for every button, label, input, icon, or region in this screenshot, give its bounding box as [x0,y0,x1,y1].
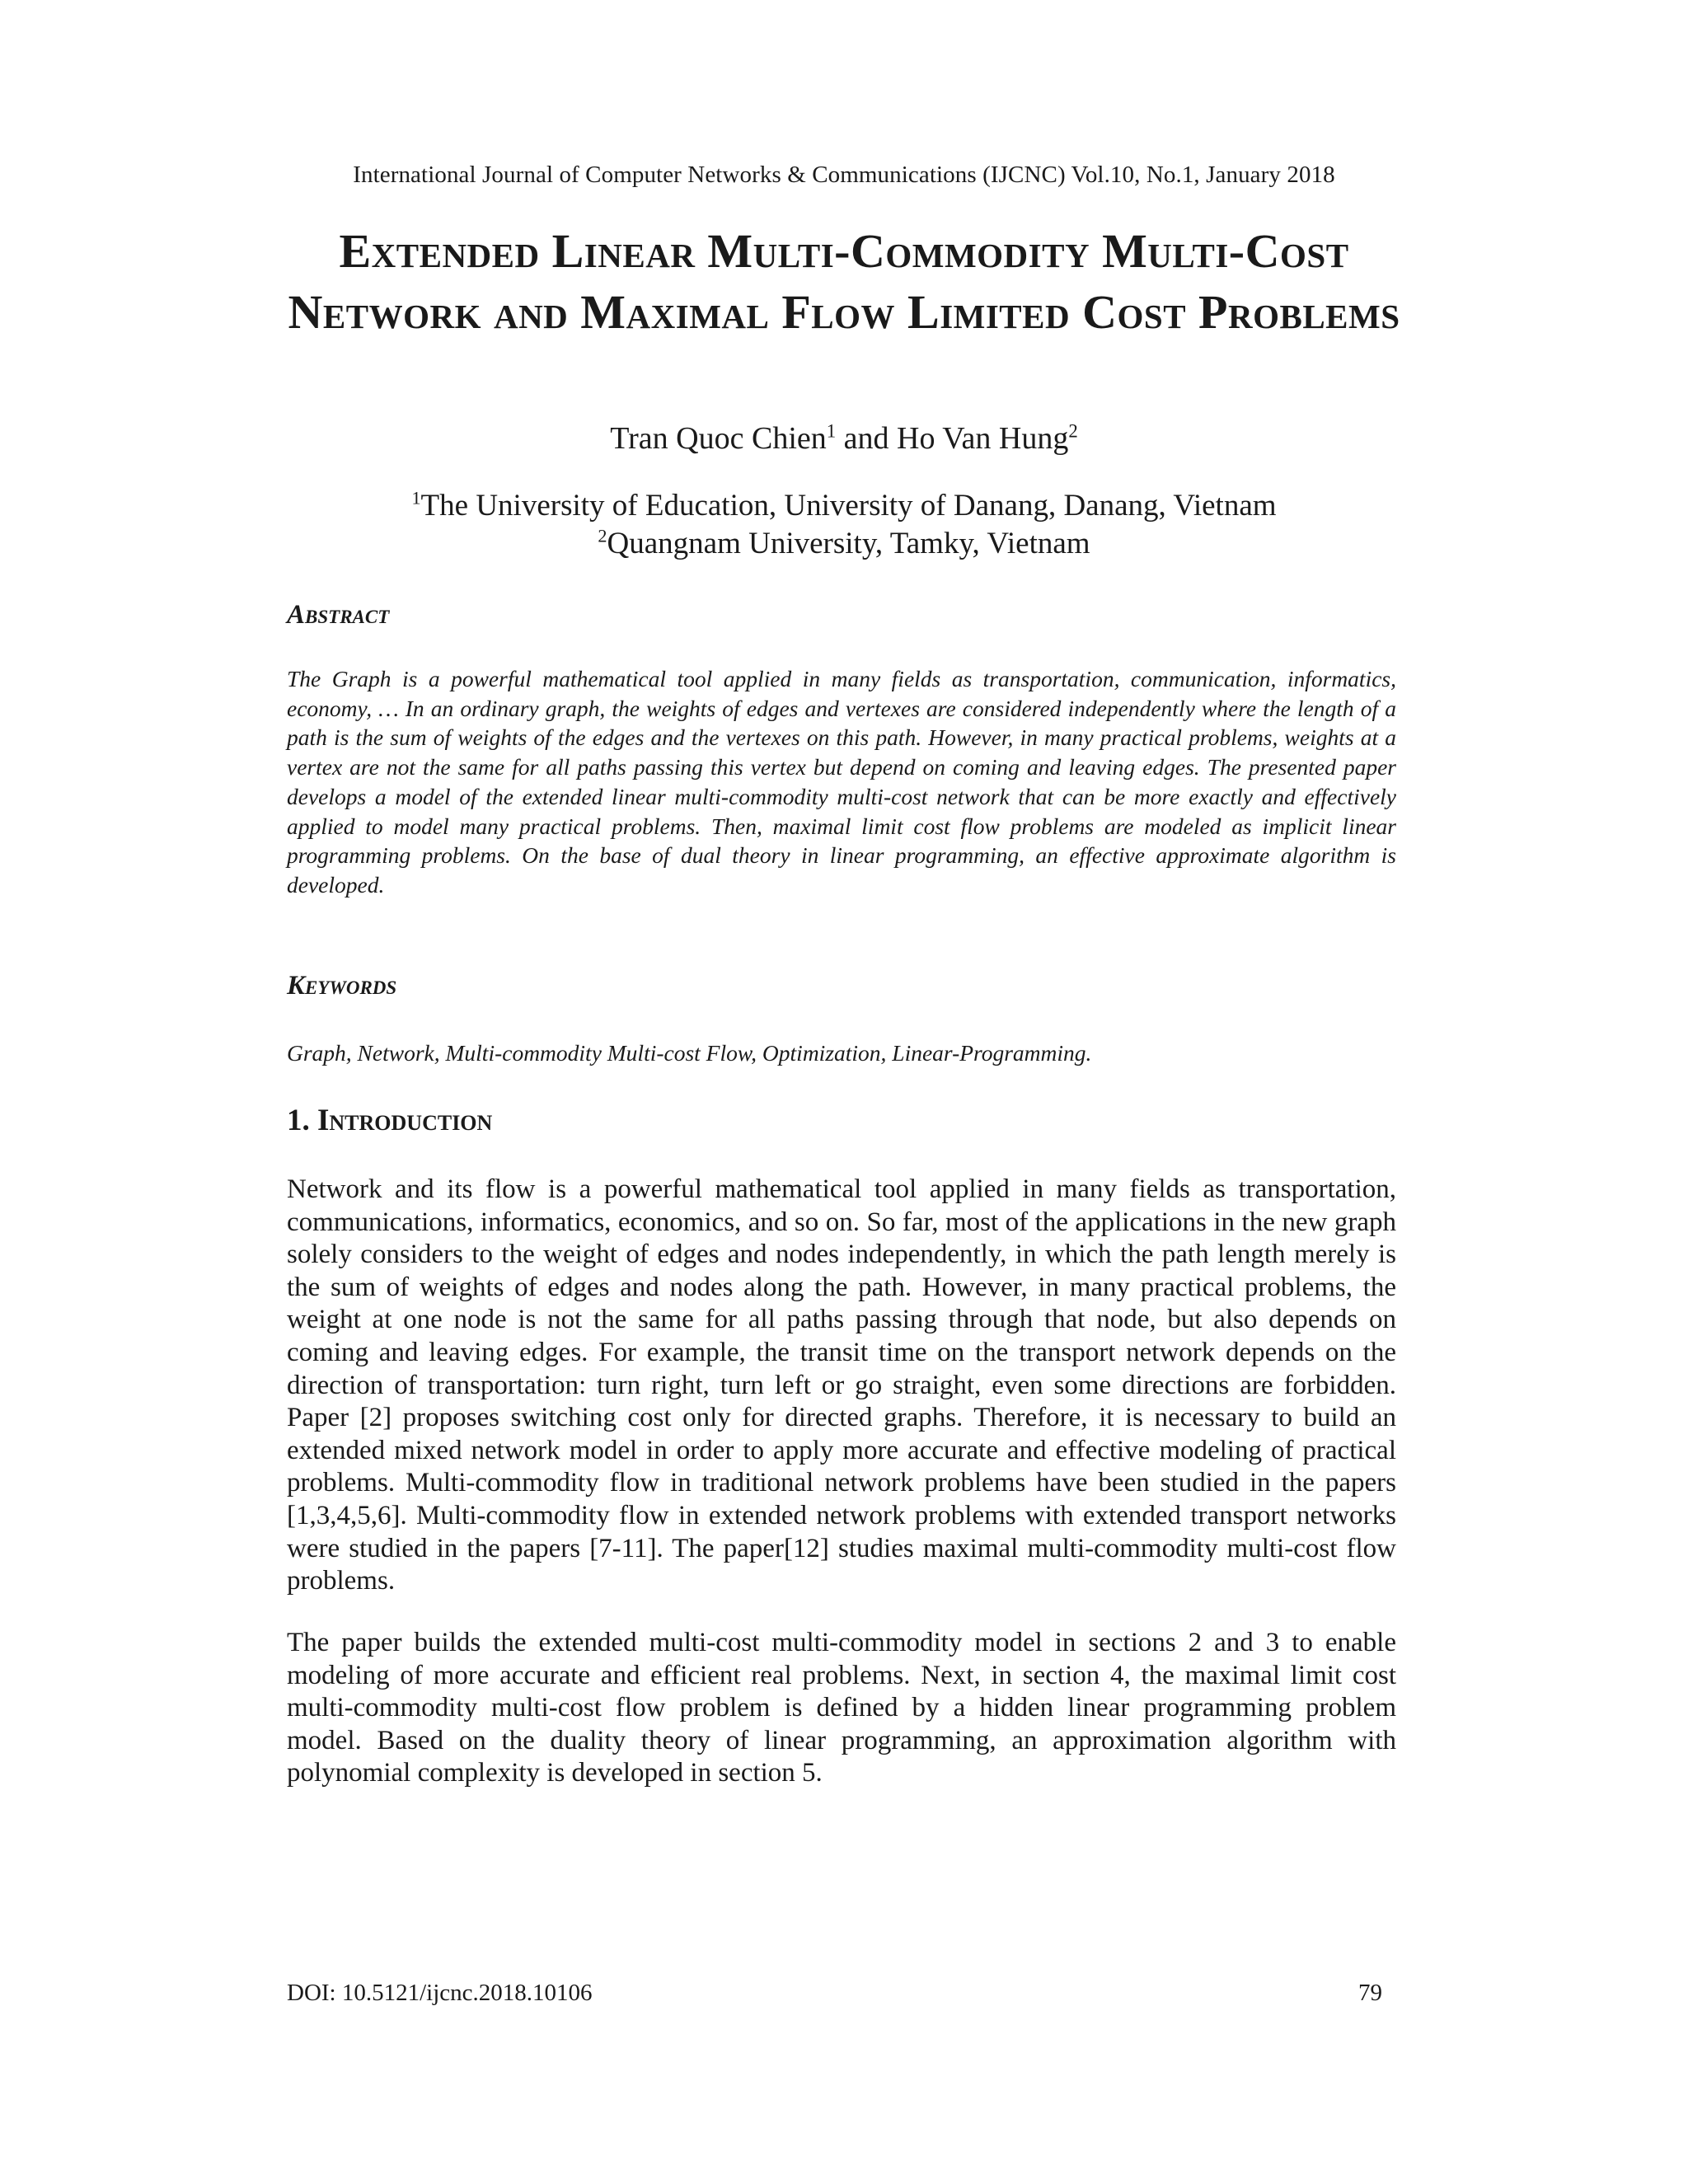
keywords-text: Graph, Network, Multi-commodity Multi-cost Flow, Optimization, Linear-Programming. [287,1040,1092,1066]
author-name: Tran Quoc Chien [610,421,827,456]
introduction-heading: 1. Introduction [287,1104,493,1137]
affiliation [0,526,1688,561]
affiliation-text: Quangnam University, Tamky, Vietnam [607,527,1090,560]
footer-doi: DOI: 10.5121/ijcnc.2018.10106 [287,1980,593,2006]
author-name: Ho Van Hung [897,421,1069,456]
affiliation-marker: 2 [598,525,607,546]
author-line [0,420,1688,457]
introduction-paragraph: Network and its flow is a powerful mathematical tool applied in many fields as transportation, communications, informatics, economics, and so on. So far, most of the applications in the new graph solely considers to the weight of edges and nodes independently, in which the path length merely is the sum of weights of edges and nodes along the path. However, in many practical problems, the weight at one node is not the same for all paths passing through that node, but also depends on coming and leaving edges. For example, the transit time on the transport network depends on the direction of transportation: turn right, turn left or go straight, even some directions are forbidden. Paper [2] proposes switching cost only for directed graphs. Therefore, it is necessary to build an extended mixed network model in order to apply more accurate and effective modeling of practical problems. Multi-commodity flow in traditional network problems have been studied in the papers [1,3,4,5,6]. Multi-commodity flow in extended network problems with extended transport networks were studied in the papers [7-11]. The paper[12] studies maximal multi-commodity multi-cost flow problems. [287,1174,1396,1596]
author-affiliation-marker: 1 [826,420,837,442]
abstract-heading: Abstract [287,600,390,630]
page-number: 79 [1358,1980,1382,2006]
author-conjunction: and [836,421,898,456]
keywords-heading: Keywords [287,971,397,1001]
affiliation-text: The University of Education, University of Danang, Danang, Vietnam [420,489,1277,523]
abstract-text: The Graph is a powerful mathematical tool applied in many fields as transportation, communication, informatics, economy, … In an ordinary graph, the weights of edges and vertexes are considered independently where the length of a path is the sum of weights of the edges and the vertexes on this path. However, in many practical problems, weights at a vertex are not the same for all paths passing this vertex but depend on coming and leaving edges. The presented paper develops a model of the extended linear multi-commodity multi-cost network that can be more exactly and effectively applied to model many practical problems. Then, maximal limit cost flow problems are modeled as implicit linear programming problems. On the base of dual theory in linear programming, an effective approximate algorithm is developed. [287,666,1396,898]
introduction-paragraph: The paper builds the extended multi-cost multi-commodity model in sections 2 and 3 to enable modeling of more accurate and efficient real problems. Next, in section 4, the maximal limit cost multi-commodity multi-cost flow problem is defined by a hidden linear programming problem model. Based on the duality theory of linear programming, an approximation algorithm with polynomial complexity is developed in section 5. [287,1628,1396,1788]
affiliation [0,488,1688,523]
paper-title: Extended Linear Multi-Commodity Multi-Cost Network and Maximal Flow Limited Cost Problems [288,224,1400,339]
author-affiliation-marker: 2 [1068,420,1078,442]
affiliation-marker: 1 [411,487,421,509]
running-header: International Journal of Computer Networks & Communications (IJCNC) Vol.10, No.1, January 2018 [353,162,1335,188]
